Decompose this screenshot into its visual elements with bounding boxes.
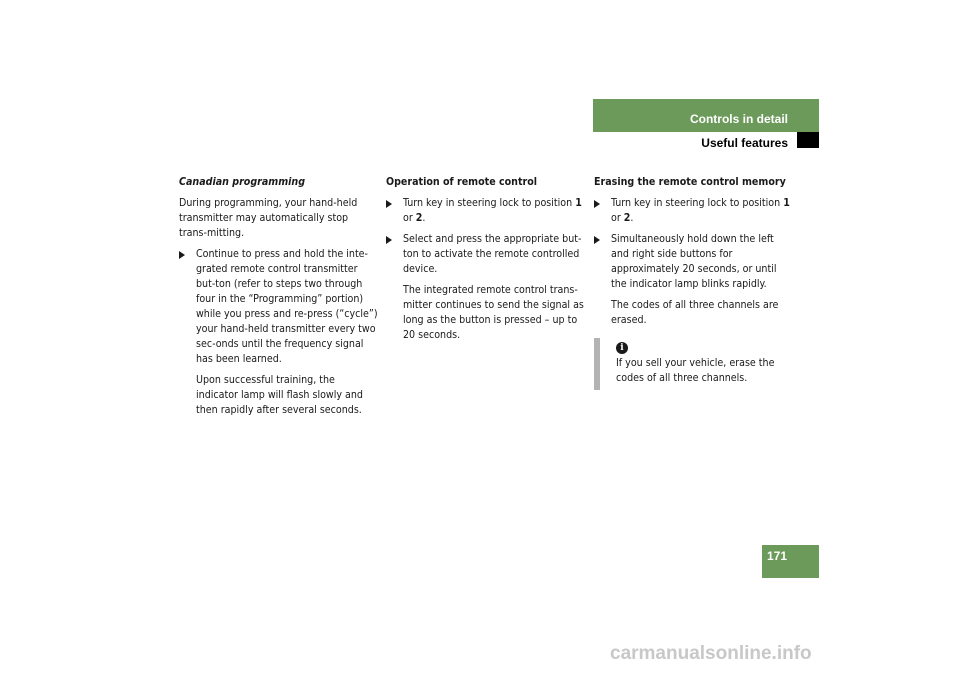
instruction-step: Select and press the appropriate but-ton to activate the remote controlled device. [386, 232, 586, 277]
info-icon: i [616, 342, 628, 354]
arrow-right-icon [386, 236, 392, 244]
page-number-box [762, 545, 819, 578]
instruction-step: Simultaneously hold down the left and right side buttons for approximately 20 seconds, or until the indicator lamp blinks rapidly. [594, 232, 794, 292]
page-number: 171 [766, 549, 787, 563]
sub-title: Useful features [701, 136, 788, 150]
watermark: carmanualsonline.info [610, 643, 812, 664]
arrow-right-icon [386, 200, 392, 208]
section-header [593, 99, 819, 132]
intro-text: During programming, your hand-held transmitter may automatically stop trans-mitting. [179, 197, 358, 239]
heading-canadian-programming: Canadian programming [179, 176, 306, 188]
column-canadian-programming [179, 175, 379, 424]
result-note: The integrated remote control trans-mitter continues to send the signal as long as the button is pressed – up to 20 seconds. [403, 284, 584, 341]
result-note: Upon successful training, the indicator lamp will flash slowly and then rapidly after several seconds. [196, 374, 363, 416]
info-text: If you sell your vehicle, erase the codes of all three channels. [616, 357, 775, 384]
instruction-step: Continue to press and hold the inte-grated remote control transmitter but-ton (refer to steps two through four in the “Programming” portion) while you press and re-press (“cycle”) your hand-held transmitter every two sec-onds until the frequency signal has been learned. [179, 247, 379, 367]
arrow-right-icon [594, 236, 600, 244]
header-marker [797, 132, 819, 148]
arrow-right-icon [594, 200, 600, 208]
column-operation [386, 175, 586, 349]
instruction-step: Turn key in steering lock to position 1 or 2. [594, 196, 794, 226]
instruction-step: Turn key in steering lock to position 1 or 2. [386, 196, 586, 226]
result-note: The codes of all three channels are erased. [611, 299, 779, 326]
section-title: Controls in detail [689, 112, 788, 126]
arrow-right-icon [179, 251, 185, 259]
column-erasing [594, 175, 794, 390]
heading-operation: Operation of remote control [386, 176, 538, 188]
info-box [594, 338, 794, 390]
heading-erasing: Erasing the remote control memory [594, 176, 786, 188]
